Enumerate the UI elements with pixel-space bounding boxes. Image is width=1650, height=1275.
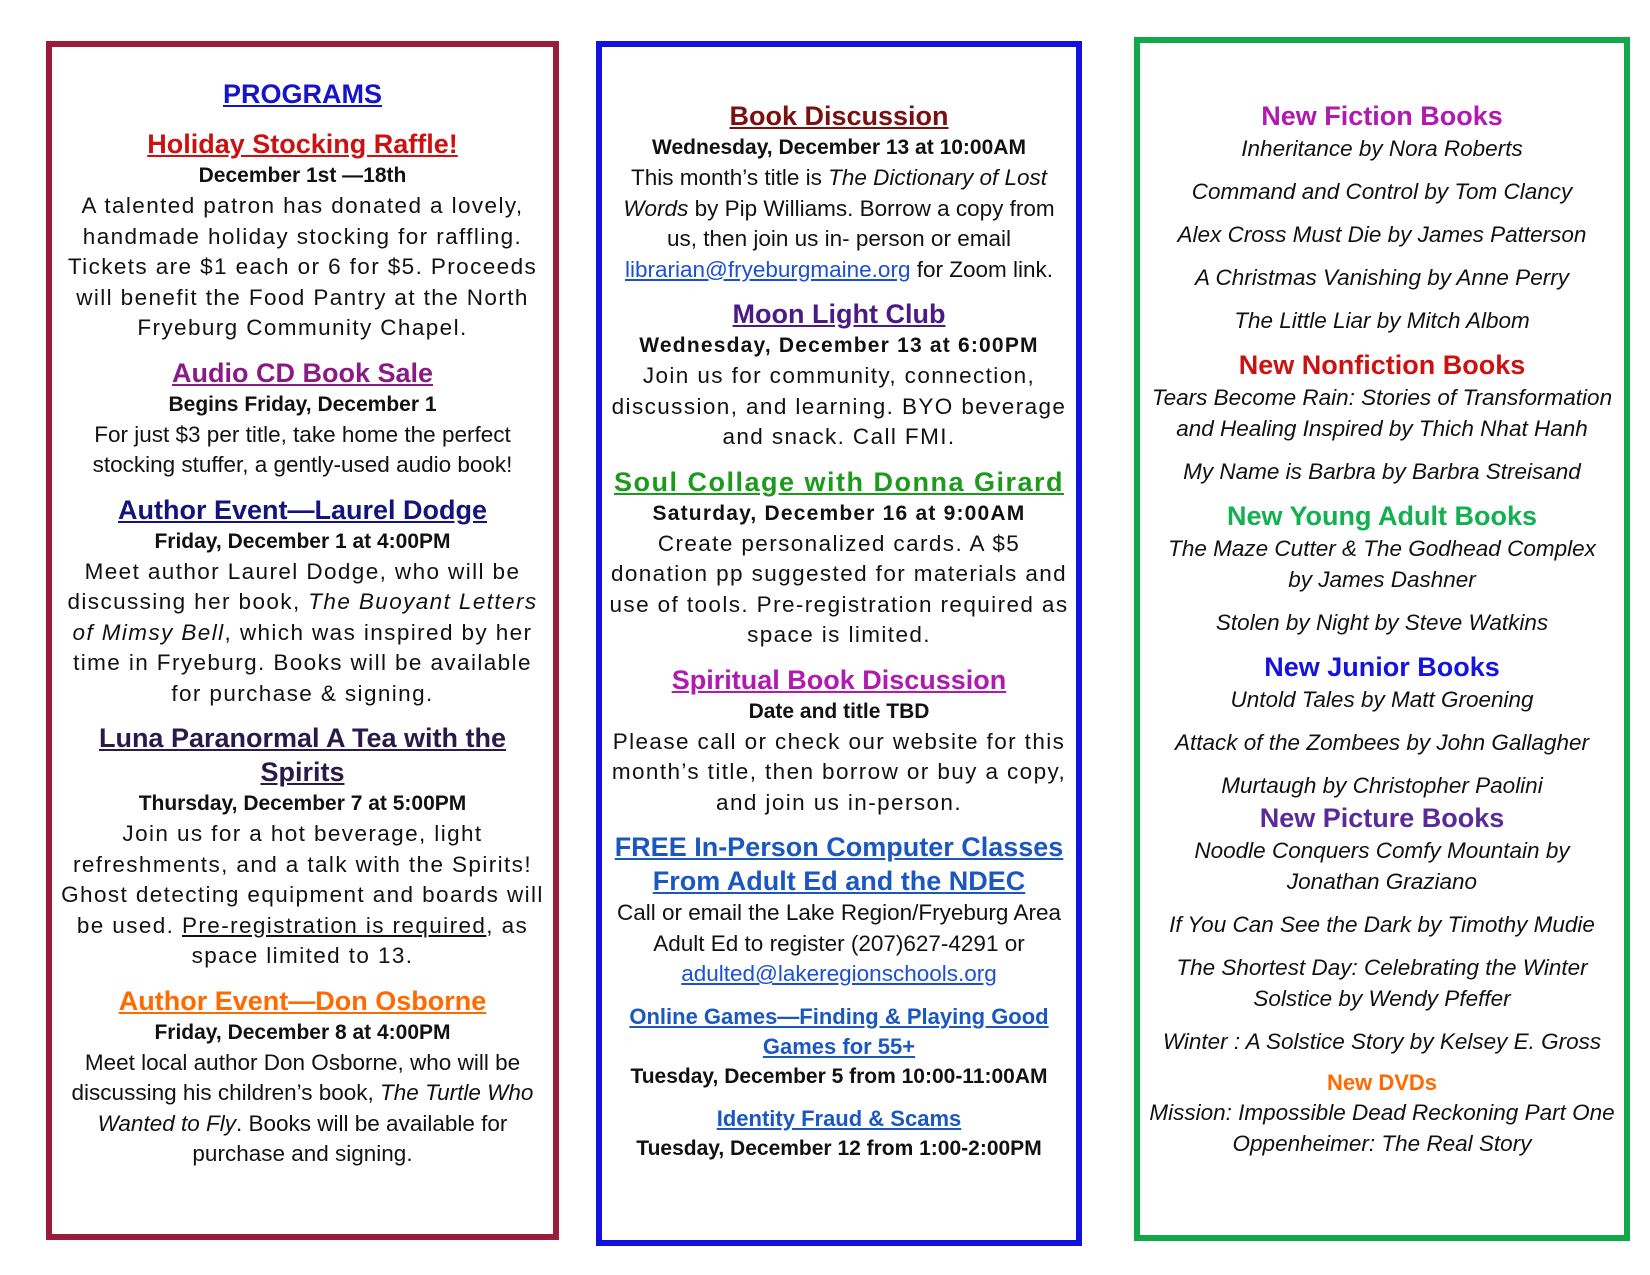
new-books-column bbox=[1134, 37, 1630, 1241]
spiritual-event bbox=[606, 663, 1072, 819]
fraud-event bbox=[606, 1104, 1072, 1164]
raffle-event bbox=[60, 127, 545, 344]
book-item: Murtaugh by Christopher Paolini bbox=[1221, 773, 1543, 798]
luna-date: Thursday, December 7 at 5:00PM bbox=[138, 792, 467, 815]
moon-title: Moon Light Club bbox=[732, 299, 946, 329]
book-item: Stolen by Night by Steve Watkins bbox=[1215, 610, 1549, 635]
fiction-list bbox=[1144, 133, 1620, 336]
games-date: Tuesday, December 5 from 10:00-11:00AM bbox=[630, 1064, 1048, 1088]
don-body bbox=[60, 1048, 545, 1170]
audio-sale-body: For just $3 per title, take home the perfect stocking stuffer, a gently-used audio book! bbox=[92, 421, 513, 477]
computer-email-line bbox=[606, 959, 1072, 990]
book-item: Untold Tales by Matt Groening bbox=[1230, 687, 1534, 712]
laurel-body-text-1: Meet author Laurel Dodge, who will be discussing her book, bbox=[67, 558, 521, 614]
book-item: Attack of the Zombees by John Gallagher bbox=[1175, 730, 1589, 755]
computer-title-2: From Adult Ed and the NDEC bbox=[652, 866, 1026, 896]
dvd-item: Oppenheimer: The Real Story bbox=[1232, 1131, 1532, 1156]
book-item: Command and Control by Tom Clancy bbox=[1191, 179, 1573, 204]
fraud-date: Tuesday, December 12 from 1:00-2:00PM bbox=[636, 1136, 1042, 1160]
book-item: Inheritance by Nora Roberts bbox=[1241, 136, 1523, 161]
spiritual-title: Spiritual Book Discussion bbox=[671, 664, 1007, 695]
book-item: If You Can See the Dark by Timothy Mudie bbox=[1169, 912, 1595, 937]
computer-title-1: FREE In-Person Computer Classes bbox=[614, 832, 1064, 862]
dvd-title: New DVDs bbox=[1326, 1070, 1438, 1095]
book-discussion-title: Book Discussion bbox=[729, 101, 949, 131]
dvd-section bbox=[1144, 1069, 1620, 1159]
moon-body: Join us for community, connection, discussion, and learning. BYO beverage and snack. Call FMI. bbox=[611, 363, 1067, 449]
moon-event bbox=[606, 297, 1072, 453]
don-date: Friday, December 8 at 4:00PM bbox=[154, 1020, 451, 1044]
book-item: A Christmas Vanishing by Anne Perry bbox=[1195, 265, 1569, 290]
luna-body bbox=[60, 819, 545, 972]
games-event bbox=[606, 1002, 1072, 1092]
book-item: Winter : A Solstice Story by Kelsey E. Gross bbox=[1162, 1029, 1602, 1054]
book-discussion-text-1: This month’s title is bbox=[630, 165, 829, 190]
book-discussion-text-3: for Zoom link. bbox=[910, 256, 1053, 282]
ya-title: New Young Adult Books bbox=[1227, 501, 1537, 531]
soul-title: Soul Collage with Donna Girard bbox=[613, 466, 1065, 497]
ya-section bbox=[1144, 499, 1620, 638]
raffle-title: Holiday Stocking Raffle! bbox=[147, 129, 458, 159]
laurel-event bbox=[60, 493, 545, 710]
luna-title: Luna Paranormal A Tea with the Spirits bbox=[98, 723, 507, 787]
book-item: Alex Cross Must Die by James Patterson bbox=[1177, 222, 1587, 247]
picture-section bbox=[1144, 801, 1620, 1057]
fraud-title[interactable]: Identity Fraud & Scams bbox=[716, 1105, 962, 1131]
moon-date: Wednesday, December 13 at 6:00PM bbox=[639, 334, 1039, 357]
luna-event bbox=[60, 721, 545, 972]
don-body-text-2: . Books will be available for purchase and signing. bbox=[192, 1110, 508, 1166]
don-book-title: The Turtle Who Wanted to Fly bbox=[97, 1080, 534, 1136]
dvd-item: Mission: Impossible Dead Reckoning Part One bbox=[1149, 1100, 1615, 1125]
book-discussion-body bbox=[606, 163, 1072, 285]
computer-body: Call or email the Lake Region/Fryeburg Area Adult Ed to register (207)627-4291 or bbox=[617, 900, 1061, 956]
spiritual-date: Date and title TBD bbox=[748, 699, 930, 723]
don-title: Author Event—Don Osborne bbox=[118, 985, 487, 1016]
don-event bbox=[60, 984, 545, 1170]
don-body-text-1: Meet local author Don Osborne, who will be discussing his children’s book, bbox=[71, 1049, 521, 1105]
book-discussion-event bbox=[606, 99, 1072, 285]
book-discussion-text-2: by Pip Williams. Borrow a copy from us, then join us in- person or email bbox=[667, 195, 1055, 251]
laurel-book-title: The Buoyant Letters of Mimsy Bell bbox=[72, 589, 538, 645]
fiction-section bbox=[1144, 99, 1620, 336]
book-item: My Name is Barbra by Barbra Streisand bbox=[1183, 459, 1581, 484]
soul-body: Create personalized cards. A $5 donation pp suggested for materials and use of tools. Pre-registration required as space is limited. bbox=[609, 530, 1069, 647]
adulted-email-link[interactable]: adulted@lakeregionschools.org bbox=[681, 961, 997, 986]
book-item: Noodle Conquers Comfy Mountain by Jonathan Graziano bbox=[1194, 838, 1570, 894]
audio-sale-title: Audio CD Book Sale bbox=[171, 357, 434, 388]
picture-title: New Picture Books bbox=[1259, 803, 1505, 833]
book-item: Tears Become Rain: Stories of Transformation and Healing Inspired by Thich Nhat Hanh bbox=[1151, 385, 1613, 441]
programs-title: PROGRAMS bbox=[222, 79, 382, 109]
book-item: The Little Liar by Mitch Albom bbox=[1234, 308, 1530, 333]
soul-event bbox=[606, 465, 1072, 651]
junior-title: New Junior Books bbox=[1264, 652, 1500, 682]
laurel-date: Friday, December 1 at 4:00PM bbox=[154, 529, 451, 553]
laurel-title: Author Event—Laurel Dodge bbox=[117, 494, 488, 525]
junior-section bbox=[1144, 650, 1620, 801]
laurel-body bbox=[60, 557, 545, 710]
book-item: The Maze Cutter & The Godhead Complex by James Dashner bbox=[1168, 536, 1596, 592]
soul-date: Saturday, December 16 at 9:00AM bbox=[652, 501, 1026, 525]
games-title[interactable]: Online Games—Finding & Playing Good Games for 55+ bbox=[629, 1003, 1049, 1059]
book-discussion-date: Wednesday, December 13 at 10:00AM bbox=[652, 136, 1026, 159]
librarian-email-link[interactable]: librarian@fryeburgmaine.org bbox=[624, 256, 911, 282]
nonfiction-title: New Nonfiction Books bbox=[1238, 350, 1526, 380]
laurel-body-text-2: , which was inspired by her time in Fryeburg. Books will be available for purchase & signing. bbox=[73, 619, 533, 706]
raffle-date: December 1st —18th bbox=[198, 164, 407, 187]
luna-body-text-2: , as space limited to 13. bbox=[191, 912, 529, 968]
audio-sale-date: Begins Friday, December 1 bbox=[168, 392, 437, 416]
computer-classes-event bbox=[606, 830, 1072, 990]
fiction-title: New Fiction Books bbox=[1261, 101, 1503, 131]
nonfiction-section bbox=[1144, 348, 1620, 487]
luna-registration-note: Pre-registration is required bbox=[181, 912, 487, 938]
book-item: The Shortest Day: Celebrating the Winter Solstice by Wendy Pfeffer bbox=[1176, 955, 1588, 1011]
raffle-body: A talented patron has donated a lovely, handmade holiday stocking for raffling. Tickets are $1 each or 6 for $5. Proceeds will benefit the Food Pantry at the North Fryeburg Community Chapel. bbox=[67, 193, 538, 340]
luna-body-text-1: Join us for a hot beverage, light refreshments, and a talk with the Spirits! Ghost detecting equipment and boards will be used. bbox=[61, 821, 544, 938]
programs-column bbox=[46, 41, 559, 1240]
events-column bbox=[596, 41, 1082, 1246]
spiritual-body: Please call or check our website for this month’s title, then borrow or buy a copy, and join us in-person. bbox=[611, 728, 1067, 815]
book-discussion-book-title: The Dictionary of Lost Words bbox=[623, 165, 1047, 221]
audio-sale-event bbox=[60, 356, 545, 481]
